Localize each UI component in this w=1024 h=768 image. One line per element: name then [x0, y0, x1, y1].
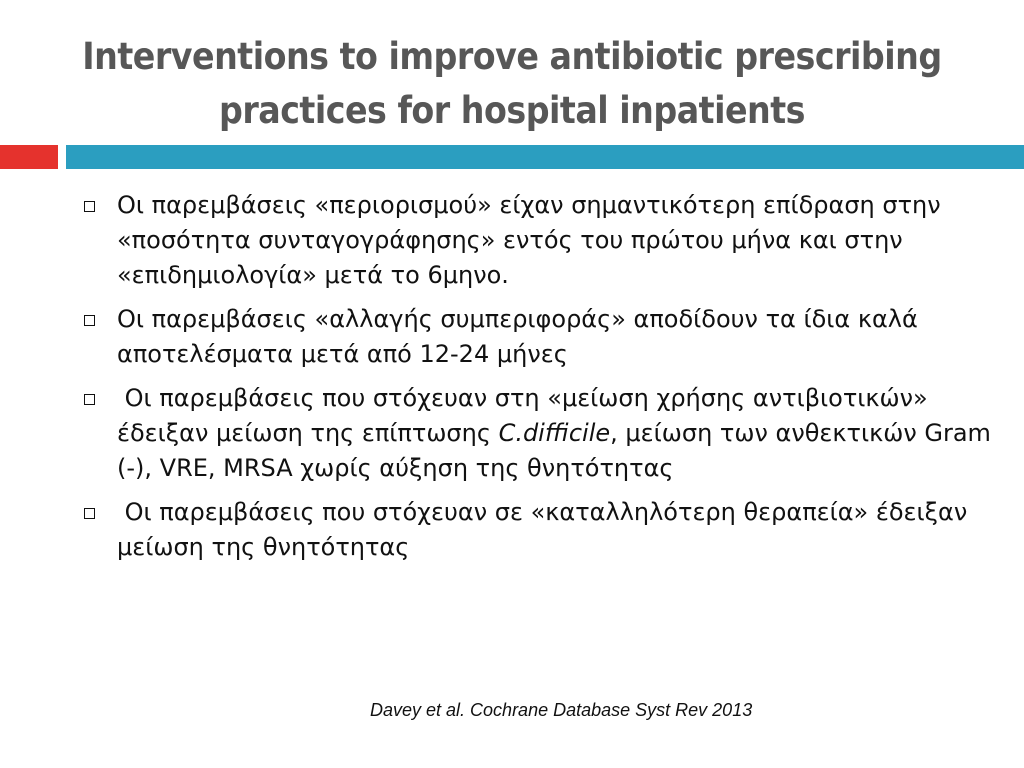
slide-title: [40, 30, 984, 138]
square-bullet-icon: [84, 508, 95, 519]
accent-bar-red: [0, 145, 58, 169]
bullet-text: Οι παρεμβάσεις που στόχευαν σε «καταλληλότερη θεραπεία» έδειξαν μείωση της θνητότητας: [117, 498, 975, 561]
bullet-text: Οι παρεμβάσεις «περιορισμού» είχαν σημαντικότερη επίδραση στην «ποσότητα συνταγογράφησης» εντός του πρώτου μήνα και στην «επιδημιολογία» μετά το 6μηνο.: [117, 191, 941, 289]
accent-bar-blue: [66, 145, 1024, 169]
bullet-text-italic: C.difficile: [498, 419, 611, 447]
title-line-1: Interventions to improve antibiotic prescribing: [82, 35, 942, 78]
title-line-2: practices for hospital inpatients: [218, 89, 805, 132]
square-bullet-icon: [84, 394, 95, 405]
square-bullet-icon: [84, 315, 95, 326]
bullet-item-3: [80, 381, 1000, 486]
bullet-list: [80, 188, 1000, 574]
bullet-item-1: [80, 188, 1000, 293]
citation: Davey et al. Cochrane Database Syst Rev 2013: [370, 700, 753, 720]
bullet-text-before: Οι παρεμβάσεις που στόχευαν στη «μείωση χρήσης αντιβιοτικών» έδειξαν μείωση της επίπτωσης: [117, 384, 936, 447]
bullet-item-2: [80, 302, 1000, 372]
bullet-text-after: , μείωση των ανθεκτικών Gram (-), VRE, MRSA χωρίς αύξηση της θνητότητας: [117, 419, 991, 482]
bullet-item-4: [80, 495, 1000, 565]
bullet-text: Οι παρεμβάσεις «αλλαγής συμπεριφοράς» αποδίδουν τα ίδια καλά αποτελέσματα μετά από 12-24 μήνες: [117, 305, 918, 368]
square-bullet-icon: [84, 201, 95, 212]
